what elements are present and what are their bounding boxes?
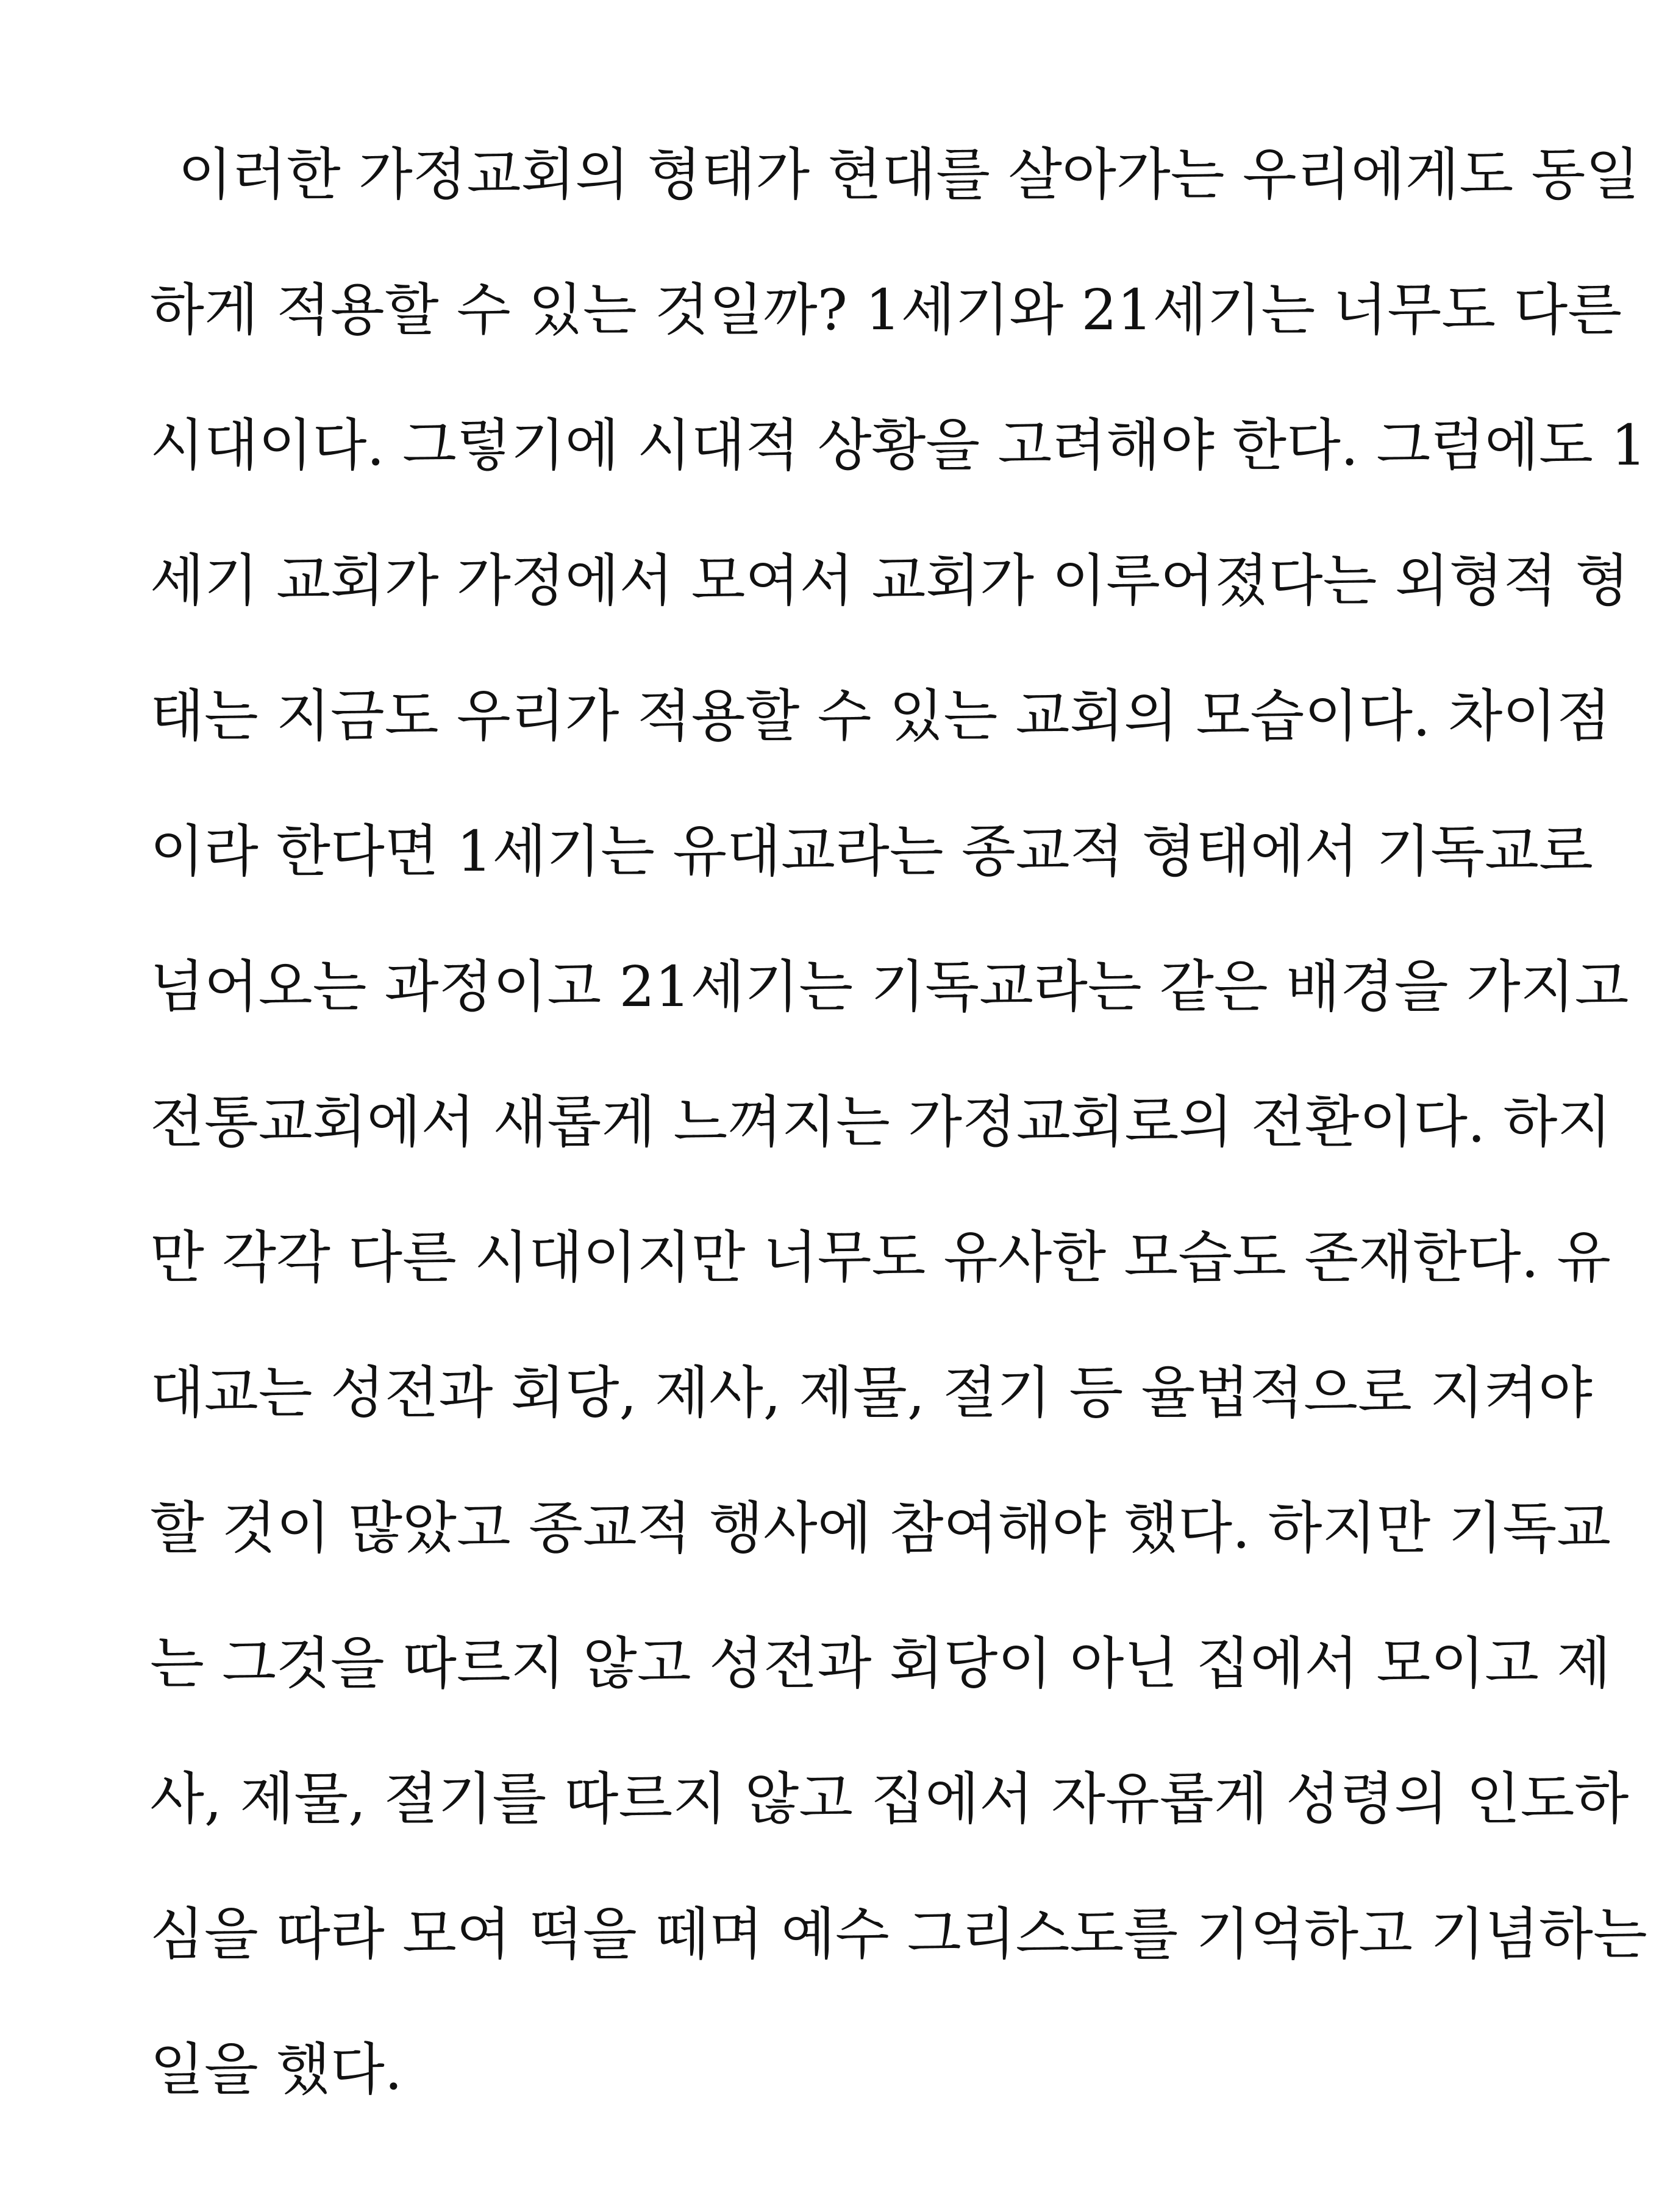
paragraph-line: 이라 한다면 1세기는 유대교라는 종교적 형태에서 기독교로: [150, 819, 1593, 884]
paragraph-line: 일을 했다.: [150, 2037, 402, 2102]
paragraph-line: 태는 지금도 우리가 적용할 수 있는 교회의 모습이다. 차이점: [150, 683, 1611, 749]
paragraph-line: 사, 제물, 절기를 따르지 않고 집에서 자유롭게 성령의 인도하: [150, 1766, 1629, 1832]
paragraph-line: 넘어오는 과정이고 21세기는 기독교라는 같은 배경을 가지고: [150, 954, 1629, 1019]
paragraph-line: 하게 적용할 수 있는 것일까? 1세기와 21세기는 너무도 다른: [150, 277, 1622, 343]
paragraph-line: 는 그것을 따르지 않고 성전과 회당이 아닌 집에서 모이고 제: [150, 1631, 1611, 1696]
paragraph-line: 할 것이 많았고 종교적 행사에 참여해야 했다. 하지만 기독교: [150, 1496, 1611, 1561]
paragraph-line: 시대이다. 그렇기에 시대적 상황을 고려해야 한다. 그럼에도 1: [150, 413, 1647, 478]
paragraph-line: 대교는 성전과 회당, 제사, 제물, 절기 등 율법적으로 지켜야: [150, 1360, 1593, 1425]
paragraph-line: 심을 따라 모여 떡을 떼며 예수 그리스도를 기억하고 기념하는: [150, 1902, 1647, 1967]
paragraph-line: 전통교회에서 새롭게 느껴지는 가정교회로의 전환이다. 하지: [150, 1090, 1612, 1155]
paragraph-line: 만 각각 다른 시대이지만 너무도 유사한 모습도 존재한다. 유: [150, 1225, 1611, 1290]
paragraph-line: 세기 교회가 가정에서 모여서 교회가 이루어졌다는 외형적 형: [150, 548, 1630, 613]
paragraph-line: 이러한 가정교회의 형태가 현대를 살아가는 우리에게도 동일: [178, 142, 1640, 207]
body-paragraph: [150, 107, 1647, 2138]
